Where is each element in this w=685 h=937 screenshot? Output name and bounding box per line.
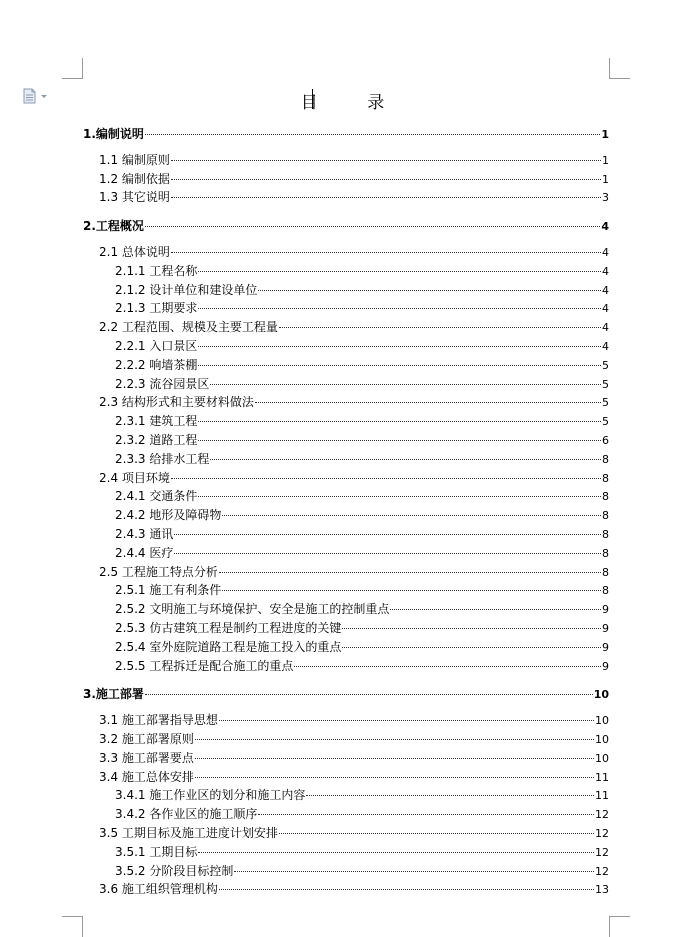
toc-entry-label: 2.5 工程施工特点分析 — [99, 565, 218, 579]
toc-leader-dots — [171, 160, 601, 161]
toc-entry[interactable] — [115, 338, 609, 354]
toc-page-number: 10 — [595, 733, 609, 746]
toc-entry-label: 3.4.2 各作业区的施工顺序 — [115, 807, 258, 821]
toc-leader-dots — [306, 795, 594, 796]
toc-page-number: 12 — [595, 808, 609, 821]
toc-entry-label: 2.4.3 通讯 — [115, 527, 174, 541]
toc-entry-label: 2.5.3 仿古建筑工程是制约工程进度的关键 — [115, 621, 342, 635]
toc-page-number: 8 — [602, 528, 609, 541]
toc-leader-dots — [258, 814, 594, 815]
toc-entry[interactable] — [115, 545, 609, 561]
toc-page-number: 8 — [602, 566, 609, 579]
toc-entry[interactable] — [99, 564, 609, 580]
toc-leader-dots — [174, 534, 601, 535]
toc-leader-dots — [198, 421, 601, 422]
toc-entry[interactable] — [115, 507, 609, 523]
toc-entry[interactable] — [115, 300, 609, 316]
toc-page-number: 12 — [595, 827, 609, 840]
toc-entry[interactable] — [99, 470, 609, 486]
toc-leader-dots — [198, 346, 601, 347]
toc-entry[interactable] — [115, 863, 609, 879]
toc-entry[interactable] — [115, 263, 609, 279]
toc-entry-label: 3.4 施工总体安排 — [99, 770, 194, 784]
toc-page-number: 4 — [602, 284, 609, 297]
toc-entry-label: 3.4.1 施工作业区的划分和施工内容 — [115, 788, 306, 802]
toc-entry-label: 2.5.4 室外庭院道路工程是施工投入的重点 — [115, 640, 342, 654]
page-corner-mark-bottom-left — [62, 916, 83, 937]
toc-entry[interactable] — [99, 769, 609, 785]
toc-page-number: 4 — [602, 340, 609, 353]
page-corner-mark-top-left — [62, 58, 83, 79]
toc-page-number: 10 — [595, 752, 609, 765]
toc-page-number: 10 — [595, 714, 609, 727]
toc-leader-dots — [390, 609, 601, 610]
toc-page-number: 9 — [602, 660, 609, 673]
toc-entry[interactable] — [99, 712, 609, 728]
toc-page-number: 12 — [595, 865, 609, 878]
toc-entry-label: 2.3 结构形式和主要材料做法 — [99, 395, 254, 409]
toc-entry-label: 1.1 编制原则 — [99, 153, 170, 167]
toc-entry[interactable] — [99, 750, 609, 766]
toc-leader-dots — [255, 402, 601, 403]
toc-entry[interactable] — [115, 376, 609, 392]
toc-leader-dots — [195, 739, 594, 740]
toc-leader-dots — [198, 496, 601, 497]
toc-entry-label: 2.2 工程范围、规模及主要工程量 — [99, 320, 278, 334]
toc-entry-label: 3.3 施工部署要点 — [99, 751, 194, 765]
toc-page-number: 4 — [602, 321, 609, 334]
toc-entry[interactable] — [115, 488, 609, 504]
toc-entry-label: 2.2.3 流谷园景区 — [115, 377, 210, 391]
toc-entry-label: 2.1.3 工期要求 — [115, 301, 198, 315]
toc-leader-dots — [234, 871, 594, 872]
toc-page-number: 1 — [602, 154, 609, 167]
toc-entry[interactable] — [99, 171, 609, 187]
toc-leader-dots — [171, 478, 601, 479]
page-title: 目 录 — [300, 93, 407, 113]
toc-page-number: 1 — [601, 128, 609, 141]
toc-leader-dots — [198, 440, 601, 441]
toc-page-number: 4 — [602, 265, 609, 278]
toc-leader-dots — [145, 694, 593, 695]
toc-entry-label: 3.施工部署 — [83, 687, 144, 701]
toc-entry-label: 2.1.1 工程名称 — [115, 264, 198, 278]
toc-entry-label: 2.1.2 设计单位和建设单位 — [115, 283, 258, 297]
toc-page-number: 9 — [602, 641, 609, 654]
toc-page-number: 4 — [602, 246, 609, 259]
toc-leader-dots — [145, 134, 600, 135]
toc-entry-label: 2.2.1 入口景区 — [115, 339, 198, 353]
toc-entry[interactable] — [99, 319, 609, 335]
toc-entry-label: 2.工程概况 — [83, 219, 144, 233]
toc-leader-dots — [195, 758, 594, 759]
toc-leader-dots — [222, 515, 601, 516]
toc-leader-dots — [279, 327, 601, 328]
toc-entry-label: 3.1 施工部署指导思想 — [99, 713, 218, 727]
toc-page-number: 13 — [595, 883, 609, 896]
toc-leader-dots — [171, 197, 601, 198]
toc-entry[interactable] — [115, 451, 609, 467]
toc-leader-dots — [219, 720, 594, 721]
toc-entry[interactable] — [115, 413, 609, 429]
toc-entry-label: 2.3.1 建筑工程 — [115, 414, 198, 428]
toc-entry-label: 2.4.4 医疗 — [115, 546, 174, 560]
toc-page-number: 4 — [601, 220, 609, 233]
toc-page-number: 5 — [602, 378, 609, 391]
toc-entry[interactable] — [115, 639, 609, 655]
toc-entry-label: 3.6 施工组织管理机构 — [99, 882, 218, 896]
toc-page-number: 6 — [602, 434, 609, 447]
toc-page-number: 1 — [602, 173, 609, 186]
toc-leader-dots — [210, 459, 601, 460]
toc-entry-label: 3.5.1 工期目标 — [115, 845, 198, 859]
toc-leader-dots — [145, 226, 600, 227]
toc-entry[interactable] — [115, 582, 609, 598]
toc-entry-label: 3.5.2 分阶段目标控制 — [115, 864, 234, 878]
toc-page-number: 5 — [602, 415, 609, 428]
toc-entry[interactable] — [83, 218, 609, 234]
toc-entry[interactable] — [115, 658, 609, 674]
toc-page-number: 8 — [602, 490, 609, 503]
toc-leader-dots — [219, 889, 594, 890]
toc-leader-dots — [210, 384, 601, 385]
toc-entry-label: 2.5.5 工程拆迁是配合施工的重点 — [115, 659, 294, 673]
toc-entry[interactable] — [115, 806, 609, 822]
toc-entry-label: 2.5.1 施工有利条件 — [115, 583, 222, 597]
toc-leader-dots — [294, 666, 601, 667]
toc-page-number: 5 — [602, 396, 609, 409]
toc-leader-dots — [198, 852, 594, 853]
toc-leader-dots — [198, 271, 601, 272]
toc-entry-label: 2.4 项目环境 — [99, 471, 170, 485]
toc-leader-dots — [174, 553, 601, 554]
toc-leader-dots — [258, 290, 601, 291]
toc-entry[interactable] — [99, 881, 609, 897]
toc-leader-dots — [222, 590, 601, 591]
toc-leader-dots — [171, 179, 601, 180]
toc-entry-label: 2.3.2 道路工程 — [115, 433, 198, 447]
page-corner-mark-bottom-right — [609, 916, 630, 937]
toc-entry[interactable] — [115, 526, 609, 542]
toc-entry-label: 2.1 总体说明 — [99, 245, 170, 259]
toc-page-number: 5 — [602, 359, 609, 372]
page-corner-mark-top-right — [609, 58, 630, 79]
toc-page-number: 8 — [602, 584, 609, 597]
toc-entry-label: 2.2.2 响墙茶棚 — [115, 358, 198, 372]
toc-leader-dots — [219, 572, 601, 573]
toc-entry[interactable] — [99, 731, 609, 747]
toc-entry-label: 2.4.2 地形及障碍物 — [115, 508, 222, 522]
toc-entry[interactable] — [99, 244, 609, 260]
toc-entry[interactable] — [99, 394, 609, 410]
toc-leader-dots — [195, 777, 594, 778]
toc-entry[interactable] — [115, 620, 609, 636]
toc-leader-dots — [279, 833, 594, 834]
toc-entry[interactable] — [115, 844, 609, 860]
toc-page-number: 11 — [595, 789, 609, 802]
toc-leader-dots — [171, 252, 601, 253]
toc-entry-label: 1.3 其它说明 — [99, 190, 170, 204]
toc-entry[interactable] — [115, 787, 609, 803]
toc-entry-label: 2.5.2 文明施工与环境保护、安全是施工的控制重点 — [115, 602, 390, 616]
toc-entry[interactable] — [99, 189, 609, 205]
toc-entry[interactable] — [115, 282, 609, 298]
toc-entry-label: 1.2 编制依据 — [99, 172, 170, 186]
toc-entry[interactable] — [115, 601, 609, 617]
toc-entry-label: 2.3.3 给排水工程 — [115, 452, 210, 466]
toc-page-number: 10 — [593, 688, 609, 701]
toc-page-number: 8 — [602, 453, 609, 466]
toc-page-number: 4 — [602, 302, 609, 315]
toc-entry-label: 3.5 工期目标及施工进度计划安排 — [99, 826, 278, 840]
toc-leader-dots — [342, 628, 601, 629]
toc-entry-label: 1.编制说明 — [83, 127, 144, 141]
toc-entry[interactable] — [99, 152, 609, 168]
toc-entry[interactable] — [115, 432, 609, 448]
toc-entry[interactable] — [83, 686, 609, 702]
toc-page-number: 8 — [602, 547, 609, 560]
toc-leader-dots — [198, 365, 601, 366]
toc-page-number: 9 — [602, 603, 609, 616]
toc-leader-dots — [198, 308, 601, 309]
toc-entry[interactable] — [115, 357, 609, 373]
toc-page-number: 8 — [602, 509, 609, 522]
toc-entry-label: 3.2 施工部署原则 — [99, 732, 194, 746]
toc-page-number: 11 — [595, 771, 609, 784]
toc-entry[interactable] — [83, 126, 609, 142]
toc-page-number: 9 — [602, 622, 609, 635]
toc-page-number: 3 — [602, 191, 609, 204]
toc-leader-dots — [342, 647, 601, 648]
toc-entry-label: 2.4.1 交通条件 — [115, 489, 198, 503]
toc-page-number: 12 — [595, 846, 609, 859]
toc-page-number: 8 — [602, 472, 609, 485]
toc-entry[interactable] — [99, 825, 609, 841]
